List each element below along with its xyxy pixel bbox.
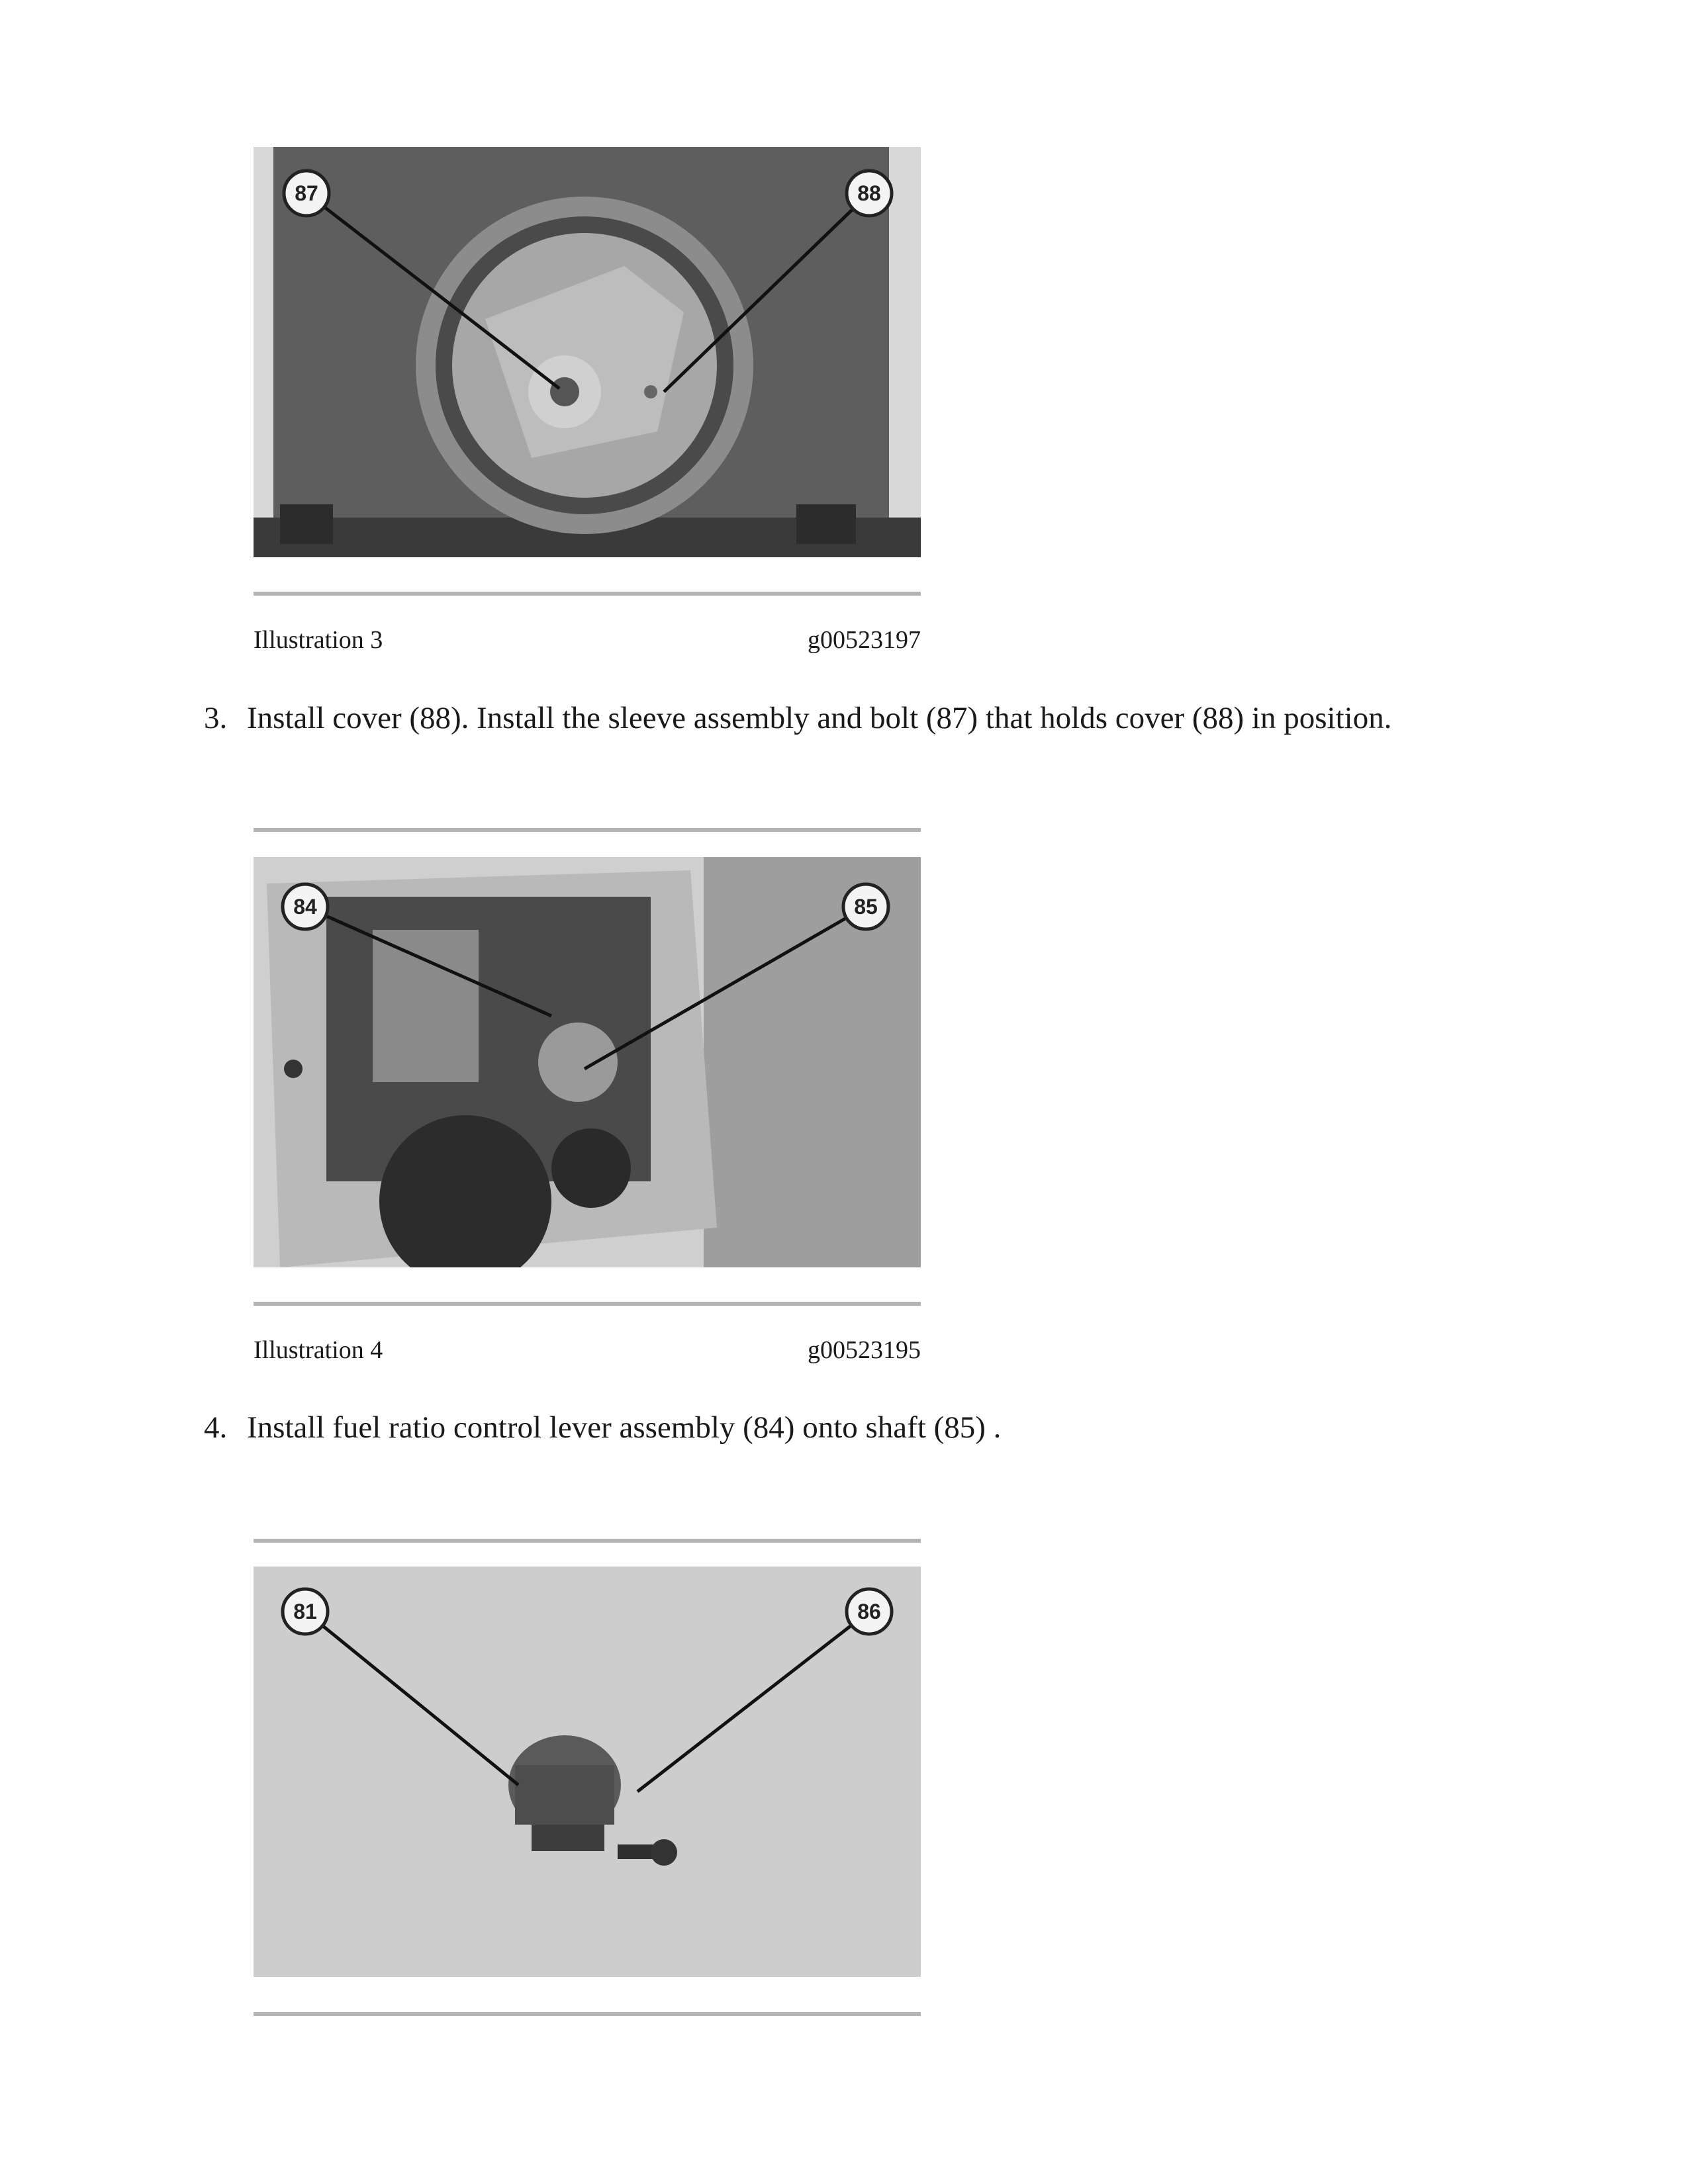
illustration-4-caption — [254, 1336, 921, 1365]
illustration-5-photo — [254, 1567, 921, 1977]
callout-86: 86 — [857, 1600, 881, 1623]
step-text: Install cover (88). Install the sleeve assembly and bolt (87) that holds cover (88) in position. — [247, 701, 1392, 735]
illustration-4-top-rule — [254, 828, 921, 832]
step-number: 4. — [204, 1410, 228, 1445]
caption-code: g00523195 — [808, 1336, 921, 1364]
callout-84: 84 — [293, 895, 317, 919]
step-3 — [204, 700, 1391, 736]
illustration-5-top-rule — [254, 1539, 921, 1543]
caption-code: g00523197 — [808, 626, 921, 654]
illustration-3-caption — [254, 625, 921, 655]
callout-85: 85 — [854, 895, 878, 919]
callout-88: 88 — [857, 181, 881, 205]
step-4 — [204, 1410, 1001, 1445]
illustration-5-rule — [254, 2012, 921, 2016]
illustration-3-photo — [254, 147, 921, 557]
caption-label: Illustration 3 — [254, 626, 383, 654]
step-number: 3. — [204, 701, 228, 735]
illustration-3-rule — [254, 592, 921, 596]
callout-81: 81 — [293, 1600, 317, 1623]
caption-label: Illustration 4 — [254, 1336, 383, 1364]
step-text: Install fuel ratio control lever assembly (84) onto shaft (85) . — [247, 1410, 1002, 1445]
illustration-4-rule — [254, 1302, 921, 1306]
illustration-4-photo — [254, 857, 921, 1267]
callout-87: 87 — [295, 181, 318, 205]
